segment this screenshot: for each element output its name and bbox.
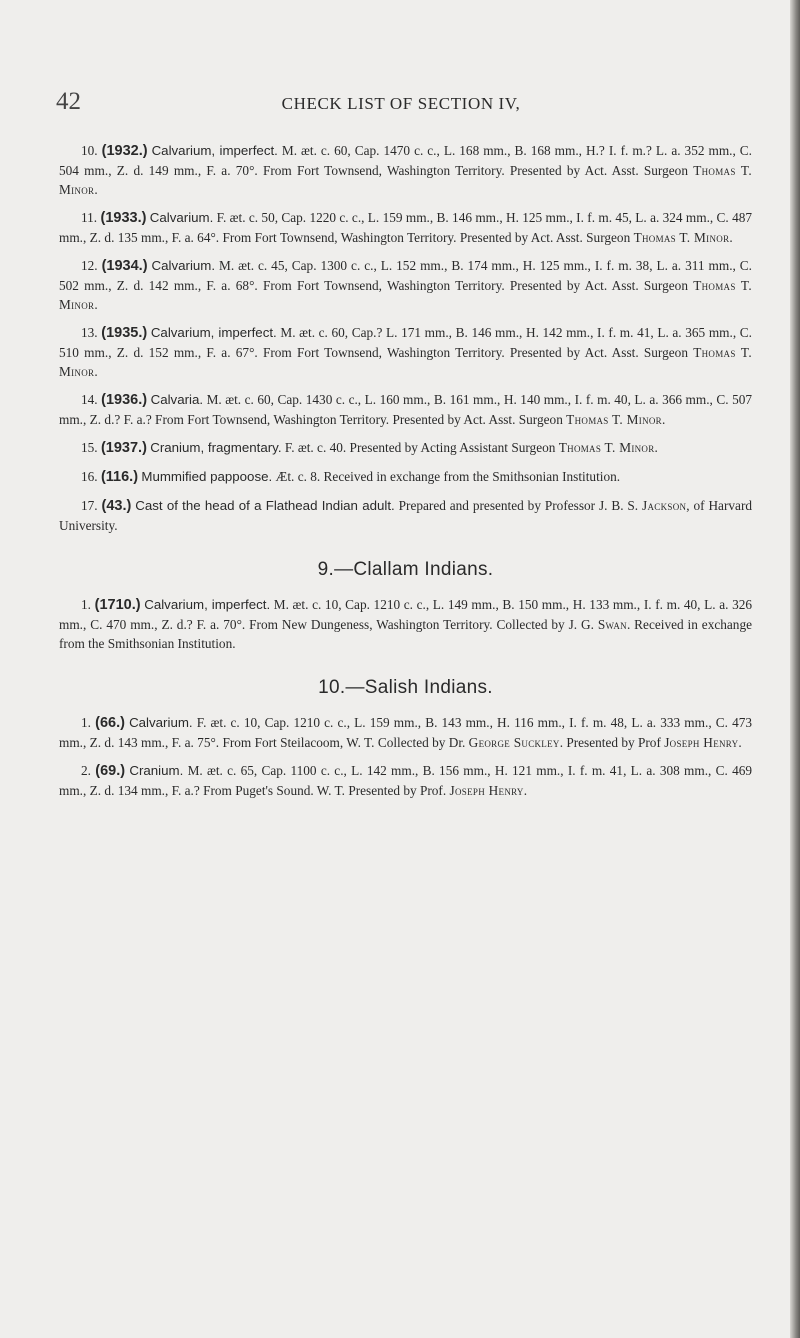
section-heading: 9.—Clallam Indians.: [317, 559, 494, 580]
entry-tail: .: [654, 440, 658, 455]
entry-details: M. æt. c. 45, Cap. 1300 c. c., L. 152 mm., B. 174 mm., H. 125 mm., I. f. m. 38, L. a. 311 mm., C. 502 mm., Z. d. 142 mm., F. a. 68°. From Fort Townsend, Washington Territory. Presented by Act. Asst. Surgeon: [59, 258, 752, 293]
running-title: CHECK LIST OF SECTION IV,: [281, 94, 521, 113]
entry-number: 10.: [81, 143, 98, 158]
catalog-entry: [59, 438, 752, 458]
person-name: Thomas T. Minor: [633, 230, 730, 245]
entry-number: 15.: [81, 440, 98, 455]
specimen-description: Calvarium, imperfect.: [144, 597, 271, 612]
entry-details: M. æt. c. 60, Cap. 1470 c. c., L. 168 mm., B. 168 mm., H.? I. f. m.? L. a. 352 mm., C. 504 mm., Z. d. 149 mm., F. a. 70°. From Fort Townsend, Washington Territory. Presented by Act. Asst. Surgeon: [59, 143, 753, 178]
person-name: Thomas T. Minor: [59, 163, 752, 197]
person-name: Thomas T. Minor: [59, 345, 752, 379]
specimen-description: Calvarium.: [129, 715, 193, 730]
entry-number: 1.: [81, 715, 91, 730]
entry-details: F. æt. c. 10, Cap. 1210 c. c., L. 159 mm., B. 143 mm., H. 116 mm., I. f. m. 48, L. a. 333 mm., C. 473 mm., Z. d. 143 mm., F. a. 75°. From Fort Steilacoom, W. T. Collected by Dr.: [59, 715, 753, 750]
entry-tail: .: [94, 297, 98, 312]
entry-tail: .: [662, 412, 666, 427]
entry-details: M. æt. c. 60, Cap.? L. 171 mm., B. 146 mm., H. 142 mm., I. f. m. 41, L. a. 365 mm., C. 510 mm., Z. d. 152 mm., F. a. 67°. From Fort Townsend, Washington Territory. Presented by Act. Asst. Surgeon: [59, 325, 752, 360]
person-name: Swan: [597, 617, 627, 632]
catalogue-number: (1934.): [101, 258, 148, 274]
catalogue-number: (43.): [101, 498, 132, 514]
catalogue-number: (1936.): [101, 392, 148, 408]
section-heading: 10.—Salish Indians.: [318, 677, 493, 698]
person-name: Joseph Henry: [664, 735, 739, 750]
page-number: 42: [56, 88, 81, 115]
specimen-description: Calvarium, imperfect.: [150, 325, 277, 340]
catalog-entry: [59, 713, 752, 752]
person-name: Joseph Henry: [449, 783, 524, 798]
entry-details: Prepared and presented by Professor J. B. S.: [398, 498, 643, 513]
person-name: Thomas T. Minor: [566, 412, 662, 427]
entry-number: 14.: [81, 392, 98, 407]
specimen-description: Cranium, fragmentary.: [150, 440, 282, 455]
entry-details: M. æt. c. 60, Cap. 1430 c. c., L. 160 mm., B. 161 mm., H. 140 mm., I. f. m. 40, L. a. 366 mm., C. 507 mm., Z. d.? F. a.? From Fort Townsend, Washington Territory. Presented by Act. Asst. Surgeon: [59, 392, 753, 427]
specimen-description: Mummified pappoose.: [141, 469, 273, 484]
entry-number: 1.: [81, 597, 91, 612]
catalogue-number: (66.): [95, 715, 125, 731]
entry-number: 2.: [81, 763, 91, 778]
catalog-entry: [59, 208, 752, 247]
specimen-description: Calvarium, imperfect.: [151, 143, 278, 158]
entry-details: F. æt. c. 40. Presented by Acting Assistant Surgeon: [284, 440, 559, 455]
entry-tail: . Presented by Prof: [559, 735, 665, 750]
catalog-entry: [59, 761, 752, 800]
page-edge-shadow: [790, 0, 800, 1338]
catalog-entry: [59, 595, 752, 653]
entry-tail: .: [738, 735, 742, 750]
specimen-description: Cast of the head of a Flathead Indian adult.: [135, 498, 395, 513]
entry-number: 17.: [81, 498, 98, 513]
specimen-description: Cranium.: [129, 763, 184, 778]
catalog-entry: [59, 467, 752, 487]
entry-number: 11.: [81, 210, 98, 225]
entry-tail: .: [729, 230, 733, 245]
catalog-entry: [59, 390, 752, 429]
catalog-content: [59, 141, 752, 809]
entry-number: 13.: [81, 325, 98, 340]
entry-tail: .: [94, 182, 98, 197]
entry-details: F. æt. c. 50, Cap. 1220 c. c., L. 159 mm., B. 146 mm., H. 125 mm., I. f. m. 45, L. a. 324 mm., C. 487 mm., Z. d. 135 mm., F. a. 64°. From Fort Townsend, Washington Territory. Presented by Act. Asst. Surgeon: [59, 210, 753, 245]
catalog-entry: [59, 496, 752, 535]
person-name: Jackson: [642, 498, 687, 513]
entry-details: M. æt. c. 65, Cap. 1100 c. c., L. 142 mm., B. 156 mm., H. 121 mm., I. f. m. 41, L. a. 308 mm., C. 469 mm., Z. d. 134 mm., F. a.? From Puget's Sound. W. T. Presented by Prof.: [59, 763, 753, 798]
specimen-description: Calvarium.: [149, 210, 214, 225]
catalogue-number: (1932.): [101, 143, 148, 159]
person-name: George Suckley: [468, 735, 560, 750]
catalogue-number: (1935.): [101, 325, 148, 341]
entry-tail: .: [94, 364, 98, 379]
entry-tail: , of Harvard University.: [59, 498, 753, 533]
entry-tail: .: [523, 783, 528, 798]
catalogue-number: (69.): [95, 763, 126, 779]
entry-number: 12.: [81, 258, 98, 273]
entry-details: Æt. c. 8. Received in exchange from the Smithsonian Institution.: [275, 469, 621, 484]
entry-number: 16.: [81, 469, 98, 484]
specimen-description: Calvarium.: [151, 258, 216, 273]
catalog-entry: [59, 256, 752, 314]
catalog-entry: [59, 323, 752, 381]
person-name: Thomas T. Minor: [59, 278, 752, 312]
catalogue-number: (1710.): [94, 597, 141, 613]
specimen-description: Calvaria.: [150, 392, 204, 407]
catalogue-number: (116.): [100, 469, 139, 485]
catalogue-number: (1933.): [100, 210, 147, 226]
entry-details: M. æt. c. 10, Cap. 1210 c. c., L. 149 mm., B. 150 mm., H. 133 mm., I. f. m. 40, L. a. 326 mm., C. 470 mm., Z. d.? F. a. 70°. From New Dungeness, Washington Territory. Collected by J. G.: [59, 597, 753, 632]
entry-tail: . Received in exchange from the Smithsonian Institution.: [59, 617, 753, 651]
page-header: [56, 88, 746, 116]
catalog-entry: [59, 141, 752, 199]
person-name: Thomas T. Minor: [558, 440, 655, 455]
catalogue-number: (1937.): [100, 440, 147, 456]
